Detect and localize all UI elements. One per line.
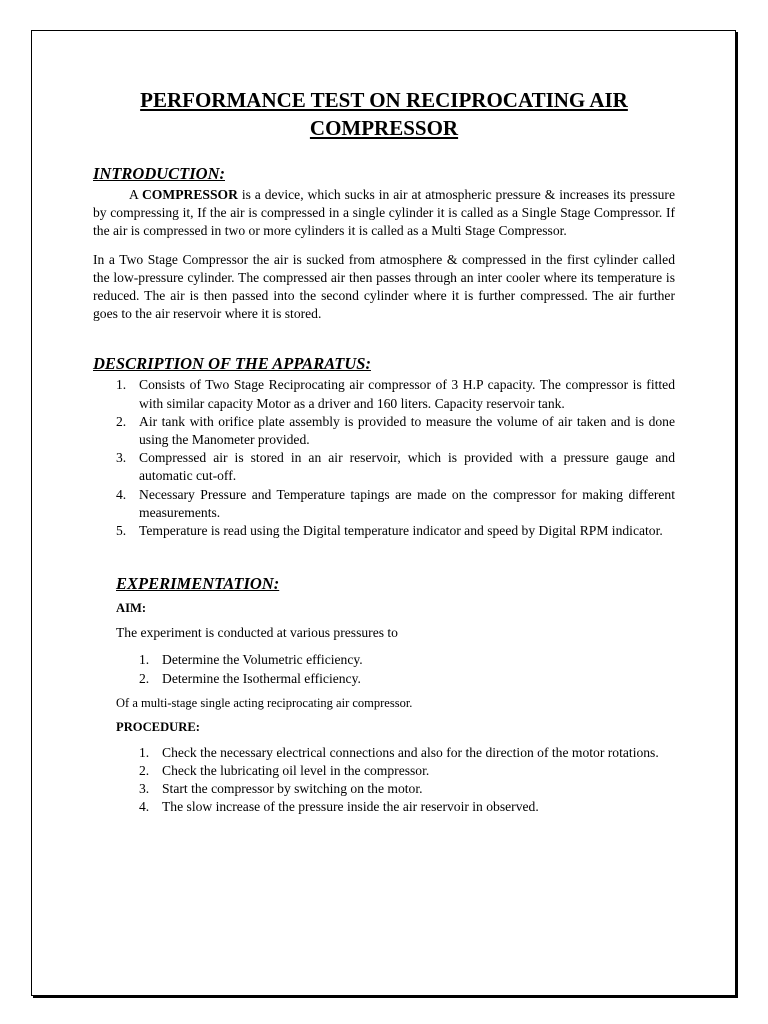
list-item xyxy=(139,762,675,780)
list-item-number: 3. xyxy=(116,450,127,466)
compressor-term: COMPRESSOR xyxy=(141,187,238,202)
title-line-1: PERFORMANCE TEST ON RECIPROCATING AIR xyxy=(140,88,628,112)
document-content xyxy=(93,86,675,817)
list-item-text: Determine the Volumetric efficiency. xyxy=(162,652,363,668)
list-item xyxy=(116,449,675,485)
aim-outro: Of a multi-stage single acting reciprocating air compressor. xyxy=(116,695,413,710)
list-item-text: Necessary Pressure and Temperature tapings are made on the compressor for making different measurements. xyxy=(139,486,675,520)
list-item xyxy=(139,651,675,669)
list-item-text: Start the compressor by switching on the motor. xyxy=(162,781,423,797)
list-item-text: Check the necessary electrical connections and also for the direction of the motor rotations. xyxy=(162,744,659,760)
aim-label: AIM: xyxy=(116,601,147,616)
list-item-text: Temperature is read using the Digital temperature indicator and speed by Digital RPM indicator. xyxy=(139,523,663,539)
list-item-text: Determine the Isothermal efficiency. xyxy=(162,670,361,686)
introduction-paragraph-1 xyxy=(93,186,675,241)
list-item-number: 2. xyxy=(116,413,127,429)
list-item-number: 2. xyxy=(139,670,150,686)
list-item xyxy=(116,413,675,449)
list-item xyxy=(139,798,675,816)
list-item-number: 4. xyxy=(139,799,150,815)
list-item-text: Compressed air is stored in an air reservoir, which is provided with a pressure gauge and automatic cut-off. xyxy=(139,450,675,484)
list-item-text: Check the lubricating oil level in the compressor. xyxy=(162,763,430,779)
procedure-label: PROCEDURE: xyxy=(116,719,200,734)
aim-list xyxy=(116,651,675,687)
apparatus-list xyxy=(93,376,675,540)
aim-intro: The experiment is conducted at various pressures to xyxy=(116,625,398,641)
document-title xyxy=(93,86,675,142)
list-item xyxy=(139,780,675,798)
list-item-number: 1. xyxy=(139,744,150,760)
list-item xyxy=(139,670,675,688)
list-item-text: Air tank with orifice plate assembly is provided to measure the volume of air taken and is done using the Manometer provided. xyxy=(139,413,675,448)
experimentation-section xyxy=(93,574,675,816)
title-line-2: COMPRESSOR xyxy=(309,116,459,140)
experimentation-heading: EXPERIMENTATION: xyxy=(116,574,280,594)
list-item-number: 5. xyxy=(116,523,127,539)
procedure-list xyxy=(116,744,675,817)
intro-rest: is a device, which sucks in air at atmospheric pressure & increases its pressure by compressing it, If the air is compressed in a single cylinder it is called as a Single Stage Compressor. If the air is compressed in two or more cylinders it is called as a Multi Stage Compressor. xyxy=(93,187,675,239)
list-item-number: 1. xyxy=(116,377,127,393)
list-item-text: Consists of Two Stage Reciprocating air compressor of 3 H.P capacity. The compressor is fitted with similar capacity Motor as a driver and 160 liters. Capacity reservoir tank. xyxy=(139,377,675,411)
list-item-number: 4. xyxy=(116,486,127,502)
list-item-text: The slow increase of the pressure inside the air reservoir in observed. xyxy=(162,799,539,815)
list-item xyxy=(116,522,675,540)
introduction-heading: INTRODUCTION: xyxy=(93,164,225,183)
list-item xyxy=(116,376,675,412)
list-item xyxy=(139,744,675,762)
intro-lead: A xyxy=(129,187,142,202)
apparatus-heading: DESCRIPTION OF THE APPARATUS: xyxy=(93,354,371,374)
list-item-number: 1. xyxy=(139,652,150,668)
list-item-number: 3. xyxy=(139,781,150,797)
list-item xyxy=(116,486,675,522)
introduction-paragraph-2: In a Two Stage Compressor the air is sucked from atmosphere & compressed in the first cylinder called the low-pressure cylinder. The compressed air then passes through an inter cooler where its temperature is reduced. The air is then passed into the second cylinder where it is further compressed. The air further goes to the air reservoir where it is stored. xyxy=(93,251,675,322)
list-item-number: 2. xyxy=(139,763,150,779)
